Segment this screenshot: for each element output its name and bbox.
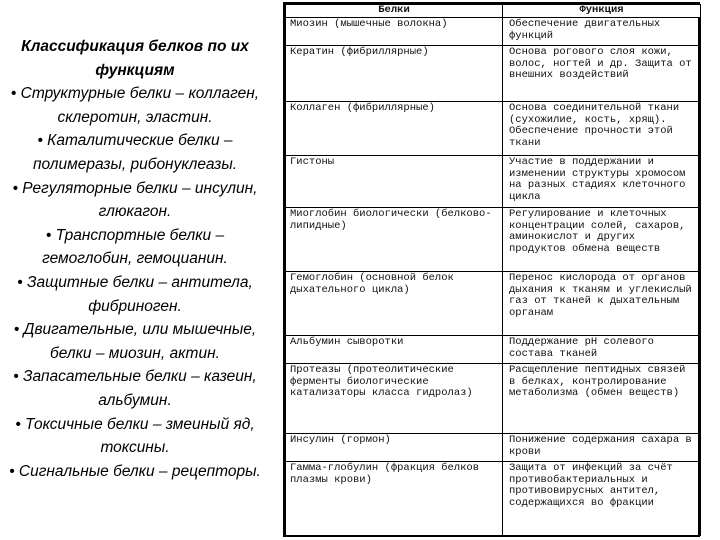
function-cell: Расщепление пептидных связей в белках, контролирование метаболизма (обмен веществ) bbox=[503, 364, 701, 434]
table-row bbox=[286, 156, 701, 208]
table-row bbox=[286, 272, 701, 336]
list-item-catalytic: • Каталитические белки – полимеразы, рибонуклеазы. bbox=[32, 132, 238, 173]
function-cell: Поддержание pH солевого состава тканей bbox=[503, 336, 701, 364]
table-row bbox=[286, 336, 701, 364]
protein-cell: Инсулин (гормон) bbox=[286, 434, 503, 462]
list-item-regulatory: • Регуляторные белки – инсулин, глюкагон. bbox=[12, 179, 258, 221]
classification-text-block bbox=[6, 35, 264, 483]
protein-cell: Миозин (мышечные волокна) bbox=[286, 18, 503, 46]
function-cell: Перенос кислорода от органов дыхания к тканям и углекислый газ от тканей к дыхательным органам bbox=[503, 272, 701, 336]
table-row bbox=[286, 434, 701, 462]
protein-cell: Гистоны bbox=[286, 156, 503, 208]
table-header-row bbox=[286, 5, 701, 18]
function-cell: Участие в поддержании и изменении структуры хромосом на разных стадиях клеточного цикла bbox=[503, 156, 701, 208]
function-cell: Понижение содержания сахара в крови bbox=[503, 434, 701, 462]
list-item-signal: • Сигнальные белки – рецепторы. bbox=[9, 462, 261, 480]
function-cell: Защита от инфекций за счёт противобактериальных и противовирусных антител, содержащихся во фракции bbox=[503, 462, 701, 536]
function-cell: Обеспечение двигательных функций bbox=[503, 18, 701, 46]
table-row bbox=[286, 462, 701, 536]
table-row bbox=[286, 102, 701, 156]
list-item-protective: • Защитные белки – антитела, фибриноген. bbox=[17, 273, 253, 315]
table-row bbox=[286, 364, 701, 434]
protein-cell: Гамма-глобулин (фракция белков плазмы крови) bbox=[286, 462, 503, 536]
list-item-structural: • Структурные белки – коллаген, склеротин, эластин. bbox=[10, 85, 260, 126]
protein-function-table bbox=[283, 2, 700, 537]
protein-cell: Миоглобин биологически (белково-липидные) bbox=[286, 208, 503, 272]
list-item-toxic: • Токсичные белки – змеиный яд, токсины. bbox=[15, 415, 255, 457]
protein-cell: Кератин (фибриллярные) bbox=[286, 46, 503, 102]
classification-heading: Классификация белков по их функциям bbox=[21, 38, 249, 79]
protein-cell: Протеазы (протеолитические ферменты биологические катализаторы класса гидролаз) bbox=[286, 364, 503, 434]
protein-cell: Гемоглобин (основной белок дыхательного цикла) bbox=[286, 272, 503, 336]
function-cell: Основа соединительной ткани (сухожилие, кость, хрящ). Обеспечение прочности этой ткани bbox=[503, 102, 701, 156]
table-row bbox=[286, 18, 701, 46]
list-item-motor: • Двигательные, или мышечные, белки – миозин, актин. bbox=[13, 321, 257, 362]
header-proteins: Белки bbox=[286, 5, 503, 18]
list-item-transport: • Транспортные белки – гемоглобин, гемоцианин. bbox=[42, 226, 228, 268]
function-cell: Регулирование и клеточных концентрации солей, сахаров, аминокислот и других продуктов обмена веществ bbox=[503, 208, 701, 272]
header-function: Функция bbox=[503, 5, 701, 18]
table-row bbox=[286, 46, 701, 102]
list-item-storage: • Запасательные белки – казеин, альбумин. bbox=[13, 368, 257, 409]
function-cell: Основа рогового слоя кожи, волос, ногтей и др. Защита от внешних воздействий bbox=[503, 46, 701, 102]
table-row bbox=[286, 208, 701, 272]
protein-cell: Альбумин сыворотки bbox=[286, 336, 503, 364]
protein-cell: Коллаген (фибриллярные) bbox=[286, 102, 503, 156]
